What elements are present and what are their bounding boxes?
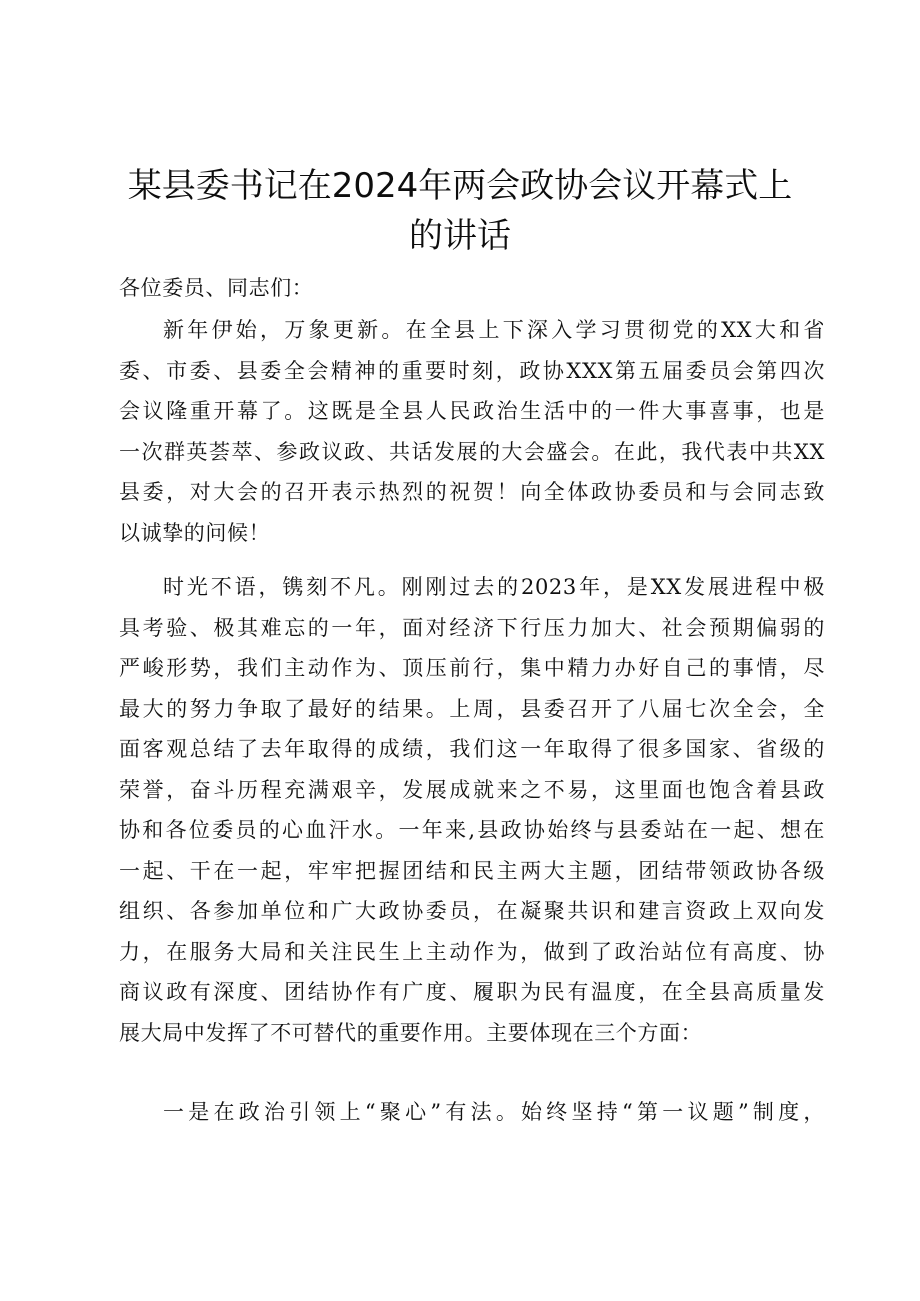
text-line: 商议政有深度、团结协作有广度、履职为民有温度，在全县高质量发 — [119, 980, 825, 1004]
text-line: 严峻形势，我们主动作为、顶压前行，集中精力办好自己的事情，尽 — [119, 656, 825, 680]
document-title-line-2: 的讲话 — [409, 216, 511, 256]
salutation: 各位委员、同志们： — [119, 276, 314, 300]
text-line: 会议隆重开幕了。这既是全县人民政治生活中的一件大事喜事，也是 — [119, 399, 825, 423]
text-line: 县委，对大会的召开表示热烈的祝贺！向全体政协委员和与会同志致 — [119, 480, 825, 504]
text-line: 具考验、极其难忘的一年，面对经济下行压力加大、社会预期偏弱的 — [119, 615, 825, 640]
text-line: 展大局中发挥了不可替代的重要作用。主要体现在三个方面： — [119, 1020, 703, 1045]
document-title-line-1: 某县委书记在2024年两会政协会议开幕式上 — [127, 166, 793, 206]
text-line: 面客观总结了去年取得的成绩，我们这一年取得了很多国家、省级的 — [119, 737, 825, 761]
text-line: 最大的努力争取了最好的结果。上周，县委召开了八届七次全会，全 — [119, 696, 825, 721]
text-line: 时光不语，镌刻不凡。刚刚过去的2023年，是XX发展进程中极 — [163, 575, 825, 599]
text-line: 以诚挚的问候！ — [119, 520, 271, 545]
text-line: 一是在政治引领上“聚心”有法。始终坚持“第一议题”制度， — [163, 1100, 825, 1124]
text-line: 一次群英荟萃、参政议政、共话发展的大会盛会。在此，我代表中共XX — [119, 439, 825, 464]
text-line: 组织、各参加单位和广大政协委员，在凝聚共识和建言资政上双向发 — [119, 899, 825, 923]
paragraph-point-one — [119, 1092, 825, 1133]
paragraph-review — [119, 567, 825, 1053]
text-line: 力，在服务大局和关注民生上主动作为，做到了政治站位有高度、协 — [119, 939, 825, 964]
text-line: 新年伊始，万象更新。在全县上下深入学习贯彻党的XX大和省 — [163, 318, 825, 342]
paragraph-opening — [119, 310, 825, 553]
text-line: 荣誉，奋斗历程充满艰辛，发展成就来之不易，这里面也饱含着县政 — [119, 777, 825, 802]
text-line: 协和各位委员的心血汗水。一年来,县政协始终与县委站在一起、想在 — [119, 818, 825, 842]
text-line: 委、市委、县委全会精神的重要时刻，政协XXX第五届委员会第四次 — [119, 358, 825, 383]
text-line: 一起、干在一起，牢牢把握团结和民主两大主题，团结带领政协各级 — [119, 858, 825, 883]
